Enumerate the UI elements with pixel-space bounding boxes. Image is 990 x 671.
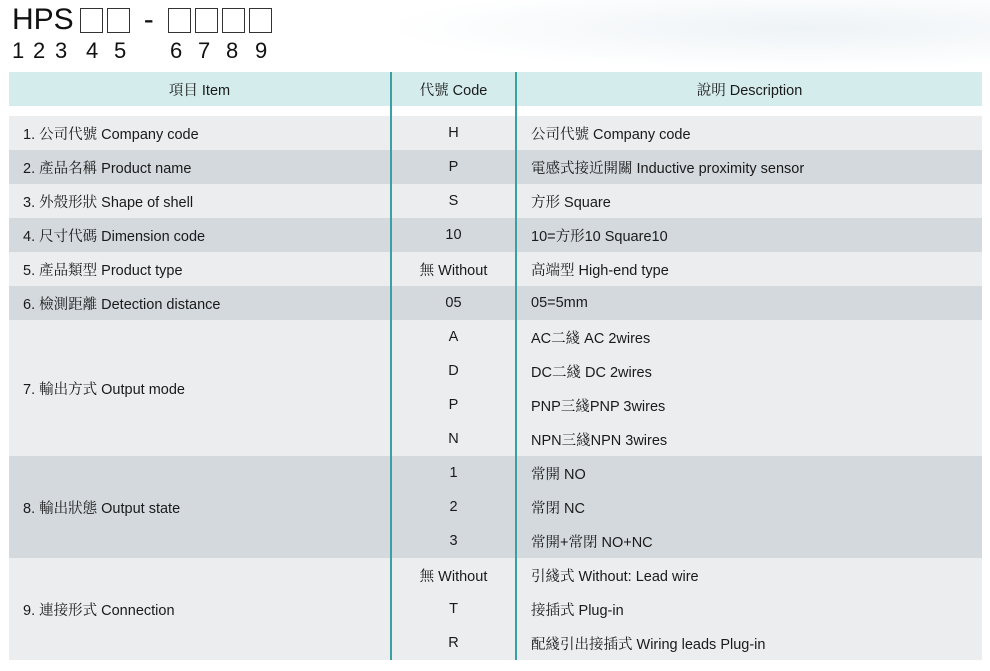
- description-cell: NPN三綫NPN 3wires: [516, 422, 982, 456]
- description-cell: PNP三綫PNP 3wires: [516, 388, 982, 422]
- model-dash: -: [143, 3, 154, 36]
- header-description: 說明 Description: [516, 72, 982, 106]
- position-number: 3: [55, 38, 68, 63]
- description-cell: 高端型 High-end type: [516, 252, 982, 286]
- position-number: 5: [114, 38, 127, 63]
- position-number: 4: [86, 38, 99, 63]
- description-cell: 電感式接近開關 Inductive proximity sensor: [516, 150, 982, 184]
- description-cell: 常閉 NC: [516, 490, 982, 524]
- code-cell: P: [391, 150, 516, 184]
- description-cell: 引綫式 Without: Lead wire: [516, 558, 982, 592]
- item-cell: 9. 連接形式 Connection: [9, 558, 391, 660]
- item-cell: 2. 產品名稱 Product name: [9, 150, 391, 184]
- position-number: 2: [33, 38, 46, 63]
- description-cell: 常開 NO: [516, 456, 982, 490]
- item-cell: 1. 公司代號 Company code: [9, 116, 391, 150]
- header-code: 代號 Code: [391, 72, 516, 106]
- code-cell: H: [391, 116, 516, 150]
- code-cell: 05: [391, 286, 516, 320]
- table-row: [9, 320, 982, 354]
- code-cell: 無 Without: [391, 558, 516, 592]
- position-number: 9: [255, 38, 268, 63]
- header-item: 項目 Item: [9, 72, 391, 106]
- table-header-row: [9, 72, 982, 106]
- code-cell: 1: [391, 456, 516, 490]
- model-prefix: HPS: [12, 3, 74, 36]
- code-box: [249, 8, 272, 33]
- header-background: [380, 0, 990, 70]
- code-cell: 無 Without: [391, 252, 516, 286]
- description-cell: 接插式 Plug-in: [516, 592, 982, 626]
- code-box: [222, 8, 245, 33]
- description-cell: AC二綫 AC 2wires: [516, 320, 982, 354]
- code-cell: 2: [391, 490, 516, 524]
- description-cell: 10=方形10 Square10: [516, 218, 982, 252]
- code-cell: N: [391, 422, 516, 456]
- table-row: [9, 558, 982, 592]
- table-row: [9, 150, 982, 184]
- code-box: [195, 8, 218, 33]
- table-row: [9, 456, 982, 490]
- code-cell: S: [391, 184, 516, 218]
- table-row: [9, 252, 982, 286]
- description-cell: 05=5mm: [516, 286, 982, 320]
- item-cell: 5. 產品類型 Product type: [9, 252, 391, 286]
- description-cell: 常開+常閉 NO+NC: [516, 524, 982, 558]
- code-cell: A: [391, 320, 516, 354]
- code-box: [80, 8, 103, 33]
- position-number: 1: [12, 38, 25, 63]
- description-cell: DC二綫 DC 2wires: [516, 354, 982, 388]
- description-cell: 公司代號 Company code: [516, 116, 982, 150]
- position-number: 7: [198, 38, 211, 63]
- table-row: [9, 286, 982, 320]
- table-row: [9, 184, 982, 218]
- item-cell: 3. 外殼形狀 Shape of shell: [9, 184, 391, 218]
- table-row: [9, 218, 982, 252]
- table-row: [9, 116, 982, 150]
- item-cell: 4. 尺寸代碼 Dimension code: [9, 218, 391, 252]
- code-cell: 10: [391, 218, 516, 252]
- position-number: 8: [226, 38, 239, 63]
- code-cell: D: [391, 354, 516, 388]
- code-cell: T: [391, 592, 516, 626]
- description-cell: 配綫引出接插式 Wiring leads Plug-in: [516, 626, 982, 660]
- model-code-pattern: [12, 2, 276, 38]
- code-cell: R: [391, 626, 516, 660]
- code-box: [168, 8, 191, 33]
- item-cell: 7. 輸出方式 Output mode: [9, 320, 391, 456]
- description-cell: 方形 Square: [516, 184, 982, 218]
- item-cell: 6. 檢測距離 Detection distance: [9, 286, 391, 320]
- code-box: [107, 8, 130, 33]
- code-cell: 3: [391, 524, 516, 558]
- item-cell: 8. 輸出狀態 Output state: [9, 456, 391, 558]
- specification-table: [9, 72, 982, 660]
- code-cell: P: [391, 388, 516, 422]
- position-number: 6: [170, 38, 183, 63]
